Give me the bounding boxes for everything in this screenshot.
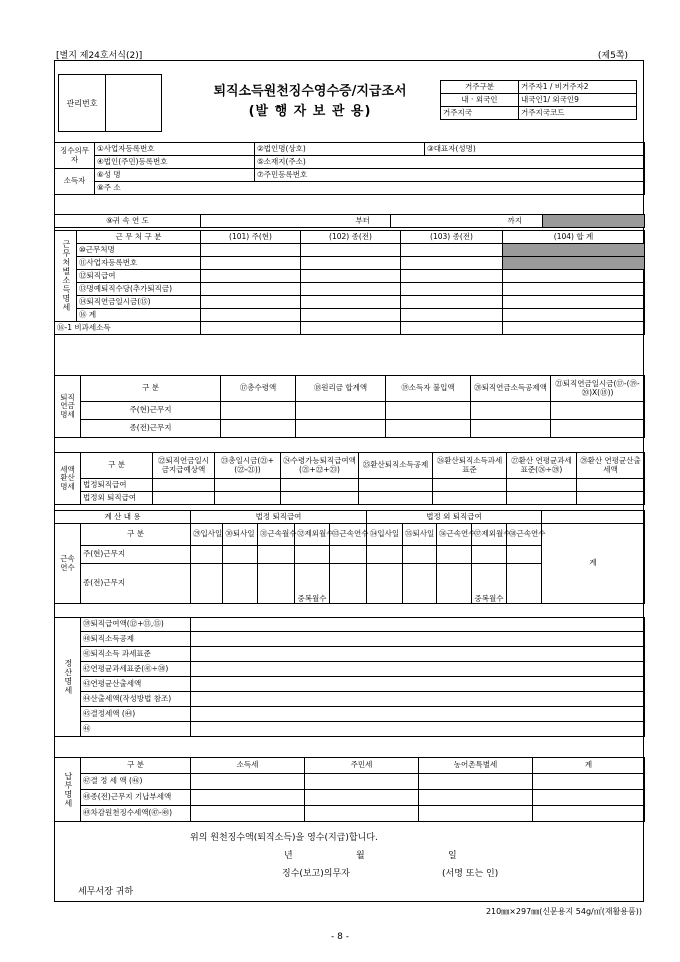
nationality-value: 내국인1/ 외국인9 (519, 94, 637, 107)
workplace-row-honor: ⑬명예퇴직수당(추가퇴직금) (77, 283, 201, 296)
service-table (54, 510, 645, 604)
service-col-6: ㉟퇴사일 (403, 524, 437, 546)
service-side: 근속연수 (55, 524, 81, 604)
mgmt-label: 관리번호 (59, 75, 106, 131)
pension-h2: ⑱원리금 합계액 (296, 376, 386, 402)
service-col-5: ㉞입사일 (367, 524, 403, 546)
service-col-7: ㊱근속연수 (437, 524, 472, 546)
payment-h1: 소득세 (191, 758, 305, 774)
pension-h0: 구 분 (81, 376, 221, 402)
signer-label: 징수(보고)의무자 (282, 869, 350, 879)
tax-h7: ㉘환산 연평균산출세액 (577, 453, 645, 479)
workplace-table (54, 230, 645, 335)
settle-row-4: ㊸연평균산출세액 (81, 677, 191, 692)
form-subtitle: (발 행 자 보 관 용) (248, 104, 372, 119)
payment-side: 납부명세 (55, 758, 81, 822)
tax-h4: ㉕환산퇴직소득공제 (359, 453, 433, 479)
workplace-row-bizno: ⑪사업자등록번호 (77, 257, 201, 270)
period-table (54, 214, 645, 228)
workplace-h1: (101) 주(현) (201, 231, 301, 244)
tax-office-label: 세무서장 귀하 (78, 887, 134, 897)
payment-row-1: ㊽종(전)근무지 기납부세액 (81, 790, 191, 806)
service-r1: 주(현)근무지 (81, 546, 191, 564)
service-col-1: ㉚퇴사일 (223, 524, 258, 546)
pension-h4: ⑳퇴직연금소득공제액 (471, 376, 551, 402)
nationality-label: 내 · 외국인 (441, 94, 519, 107)
service-col-8: ㊲제외월수 (472, 524, 507, 546)
settle-row-0: ㊴퇴직급여액(⑫+⑬,⑮) (81, 618, 191, 632)
rep-label: ③대표자(성명) (425, 143, 645, 156)
workplace-row-total: ⑯ 계 (77, 309, 201, 322)
tax-calc-table (54, 452, 645, 505)
date-month: 월 (356, 851, 365, 861)
service-dup-2: 중복월수 (472, 564, 507, 604)
tax-r2: 법정외 퇴직급여 (81, 492, 153, 505)
mgmt-box (58, 74, 162, 132)
service-h0: 구 분 (81, 524, 191, 546)
service-col-4: ㉝근속연수 (330, 524, 367, 546)
settle-row-5: ㊹산출세액(작성방법 참조) (81, 692, 191, 707)
period-label: ⑨귀 속 연 도 (55, 215, 201, 228)
pension-table (54, 375, 645, 438)
payment-h3: 농어촌특별세 (419, 758, 533, 774)
settlement-side: 정산명세 (55, 618, 81, 737)
tax-h6: ㉗환산 연평균과세표준(㉖÷㉘) (507, 453, 577, 479)
pension-r2: 종(전)근무지 (81, 420, 221, 438)
settle-row-1: ㊵퇴직소득공제 (81, 632, 191, 647)
service-r2: 종(전)근무지 (81, 564, 191, 604)
form-title: 퇴직소득원천징수영수증/지급조서 (213, 84, 407, 99)
tax-r1: 법정퇴직급여 (81, 479, 153, 492)
period-shaded (543, 215, 645, 228)
service-col-0: ㉙입사일 (191, 524, 223, 546)
corp-name-label: ②법인명(상호) (255, 143, 425, 156)
service-calc-label: 계 산 내 용 (55, 511, 191, 524)
tax-calc-side: 세액환산명세 (55, 453, 81, 505)
pension-h3: ⑲소득자 불입액 (386, 376, 471, 402)
tax-h1: ㉒퇴직연금일시금지급예상액 (153, 453, 215, 479)
workplace-row-pay: ⑫퇴직급여 (77, 270, 201, 283)
earner-address-label: ⑧주 소 (95, 182, 645, 195)
service-col-3: ㉜제외월수 (295, 524, 330, 546)
settlement-table (54, 617, 645, 737)
workplace-row-nontax: ⑯-1 비과세소득 (55, 322, 201, 335)
tax-h0: 구 분 (81, 453, 153, 479)
receipt-statement: 위의 원천징수액(퇴직소득)을 영수(지급)합니다. (190, 833, 378, 843)
settle-row-2: ㊶퇴직소득 과세표준 (81, 647, 191, 662)
payment-row-2: ㊾차감원천징수세액(㊼-㊽) (81, 806, 191, 822)
date-year: 년 (284, 851, 293, 861)
service-nonlegal-label: 법정 외 퇴직급여 (367, 511, 542, 524)
service-col-9: ㊳근속연수 (507, 524, 542, 546)
workplace-row-pension: ⑭퇴직연금일시금(⑮) (77, 296, 201, 309)
biz-no-label: ①사업자등록번호 (95, 143, 255, 156)
tax-h5: ㉖환산퇴직소득과세표준 (433, 453, 507, 479)
date-day: 일 (448, 851, 457, 861)
rrn-label: ⑦주민등록번호 (255, 169, 645, 182)
page-label: (제5쪽) (597, 51, 628, 61)
pension-side-label: 퇴직연금명세 (55, 376, 81, 438)
payment-row-0: ㊼결 정 세 액 (㊻) (81, 774, 191, 790)
workplace-h3: (103) 종(전) (401, 231, 503, 244)
payment-h2: 주민세 (305, 758, 419, 774)
earner-label: 소득자 (55, 169, 95, 195)
workplace-side-label: 근무처별소득명세 (55, 231, 77, 322)
name-label: ⑥성 명 (95, 169, 255, 182)
settle-row-7: ㊻ (81, 722, 191, 737)
payment-table (54, 757, 645, 822)
form-number: [별지 제24호서식(2)] (56, 51, 143, 61)
workplace-h0: 근 무 처 구 분 (77, 231, 201, 244)
tax-h3: ㉔수령가능퇴직급여액(㉑+㉒+㉓) (281, 453, 359, 479)
tax-h2: ㉓총일시금(㉑+(㉒-㉑)) (215, 453, 281, 479)
payment-h0: 구 분 (81, 758, 191, 774)
period-to: 까지 (391, 215, 543, 228)
address-label: ⑤소재지(주소) (255, 156, 645, 169)
workplace-h2: (102) 종(전) (301, 231, 401, 244)
service-col-2: ㉛근속월수 (258, 524, 295, 546)
residency-value: 거주자1 / 비거주자2 (519, 81, 637, 94)
service-legal-label: 법정 퇴직급여 (191, 511, 367, 524)
corp-no-label: ④법인(주민)등록번호 (95, 156, 255, 169)
paper-spec: 210㎜×297㎜(신문용지 54g/㎡(재활용품)) (485, 907, 642, 916)
page-number: - 8 - (331, 932, 349, 942)
payment-h4: 계 (533, 758, 645, 774)
residency-table (440, 80, 637, 120)
settle-row-6: ㊺결정세액 (㊹) (81, 707, 191, 722)
period-from: 부터 (201, 215, 391, 228)
signature-label: (서명 또는 인) (442, 869, 499, 879)
workplace-row-name: ⑩근무처명 (77, 244, 201, 257)
settle-row-3: ㊷연평균과세표준(㊶÷㊳) (81, 662, 191, 677)
country-code-label: 거주지국코드 (519, 107, 637, 120)
workplace-h4: (104) 합 계 (503, 231, 645, 244)
service-total: 계 (542, 524, 645, 604)
pension-h5: ㉑퇴직연금일시금(⑰-(⑲-⑳)X(⑱)) (551, 376, 645, 402)
country-label: 거주지국 (441, 107, 519, 120)
payer-label: 징수의무자 (55, 143, 95, 169)
residency-label: 거주구분 (441, 81, 519, 94)
pension-h1: ⑰총수령액 (221, 376, 296, 402)
pension-r1: 주(현)근무지 (81, 402, 221, 420)
payer-earner-table (54, 142, 645, 195)
service-dup-1: 중복월수 (295, 564, 330, 604)
